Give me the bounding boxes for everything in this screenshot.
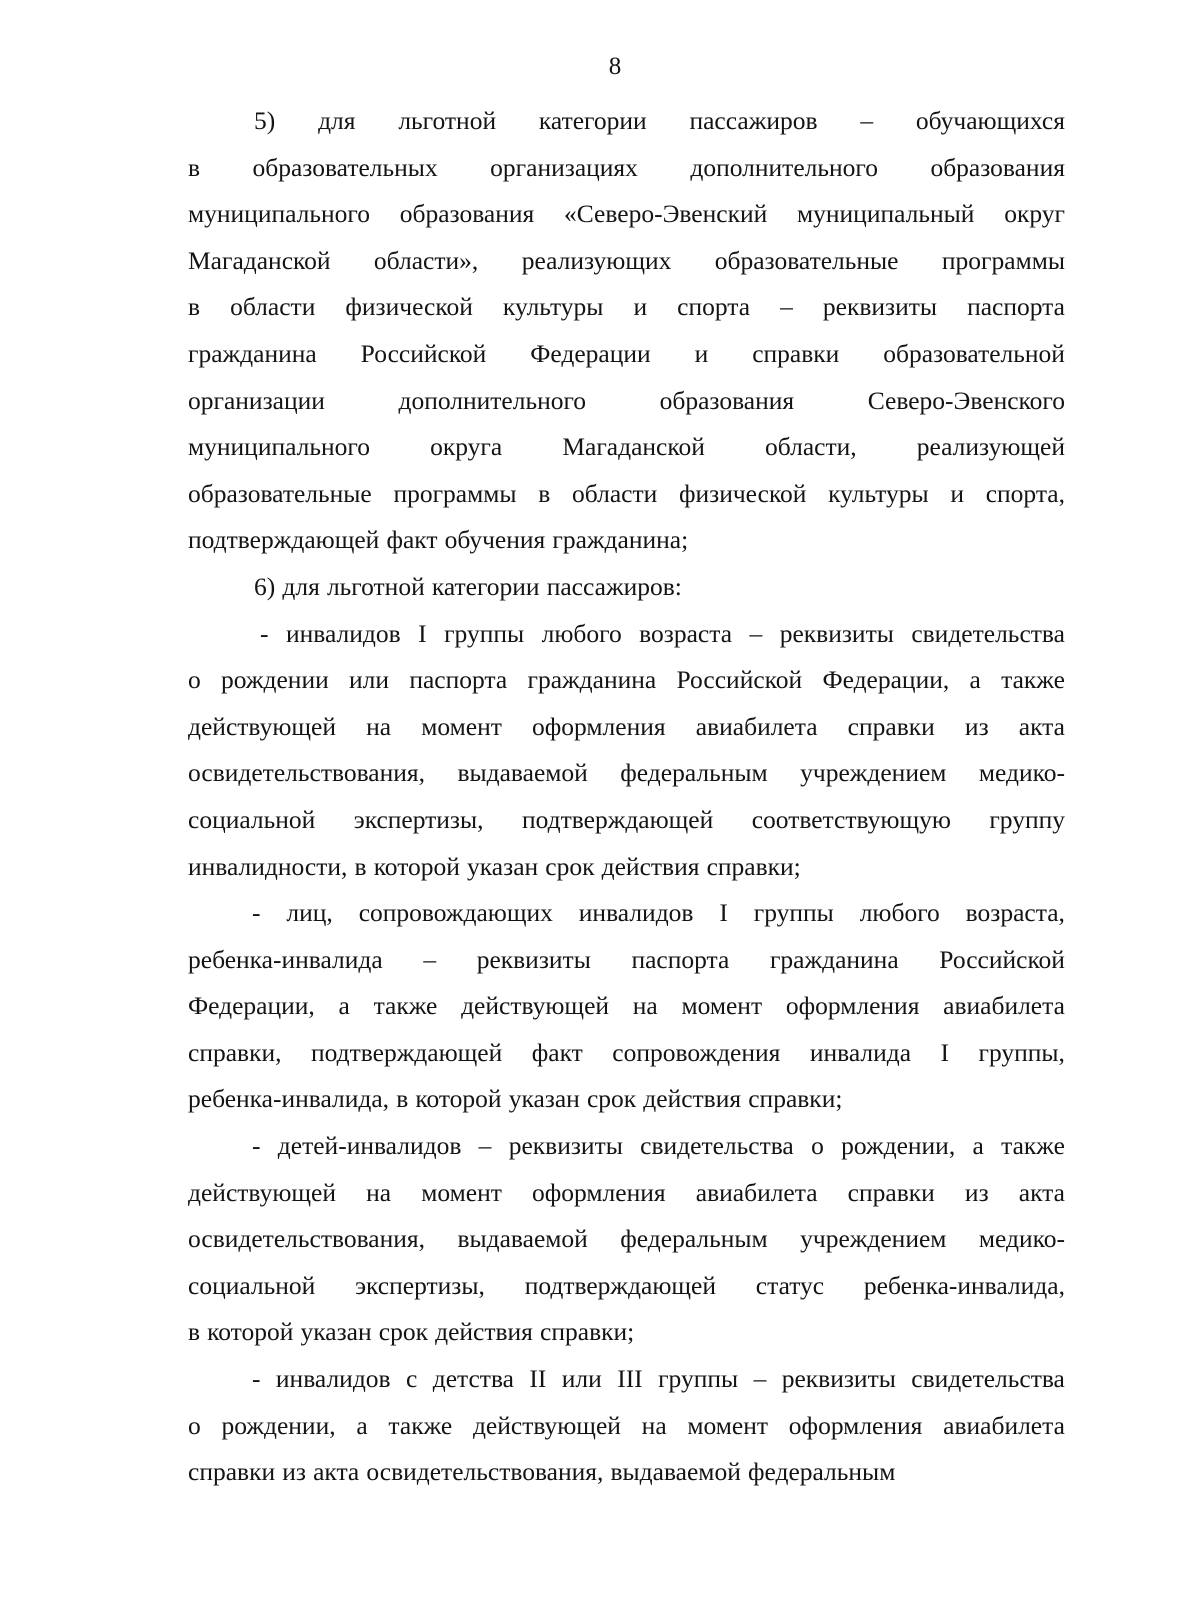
word: - bbox=[260, 618, 269, 648]
word: выдаваемой bbox=[457, 1224, 588, 1254]
word: Федерации, bbox=[188, 991, 315, 1021]
word: льготной bbox=[398, 106, 497, 135]
word: подтверждающей bbox=[521, 804, 714, 834]
paragraph-item-6-a bbox=[188, 611, 1065, 891]
word: любого bbox=[859, 898, 940, 928]
word: момент bbox=[421, 1177, 502, 1207]
text-line bbox=[188, 1449, 1065, 1496]
word: программы bbox=[393, 478, 517, 508]
word: и bbox=[694, 338, 709, 368]
word: подтверждающей bbox=[310, 1037, 503, 1067]
word: I bbox=[940, 1037, 950, 1067]
word: акта bbox=[1018, 1177, 1065, 1207]
word: возраста, bbox=[965, 898, 1065, 928]
word: в bbox=[188, 1317, 201, 1347]
word: свидетельства bbox=[640, 1131, 794, 1161]
word: которой bbox=[373, 851, 460, 881]
word: освидетельствования, bbox=[366, 1457, 604, 1487]
word: Российской bbox=[360, 338, 487, 368]
word: программы bbox=[941, 245, 1065, 275]
word: области, bbox=[765, 432, 857, 462]
word: - bbox=[252, 1364, 261, 1394]
text-line bbox=[188, 331, 1065, 378]
word: реквизиты bbox=[781, 1364, 896, 1394]
word: социальной bbox=[188, 804, 316, 834]
word: экспертизы, bbox=[355, 1270, 485, 1300]
word: на bbox=[632, 991, 658, 1021]
word: культуры bbox=[828, 478, 929, 508]
word: муниципального bbox=[188, 432, 370, 462]
word: области bbox=[572, 478, 658, 508]
word: из bbox=[282, 1457, 306, 1487]
word: которой bbox=[415, 1084, 502, 1114]
text-line bbox=[188, 471, 1065, 518]
word: 5) bbox=[254, 106, 276, 135]
paragraph-item-6 bbox=[188, 564, 1065, 611]
word: реквизиты bbox=[779, 618, 894, 648]
word: III bbox=[617, 1364, 643, 1394]
word: справки; bbox=[706, 851, 801, 881]
text-line bbox=[188, 937, 1065, 984]
paragraph-item-6-d bbox=[188, 1356, 1065, 1496]
word: паспорта bbox=[409, 665, 508, 695]
word: момент bbox=[421, 711, 502, 741]
word: дополнительного bbox=[398, 385, 587, 415]
word: статус bbox=[755, 1270, 825, 1300]
document-body bbox=[188, 98, 1065, 1496]
word: «Северо-Эвенский bbox=[563, 199, 768, 229]
word: ребенка-инвалида bbox=[188, 944, 383, 974]
word: пассажиров: bbox=[546, 571, 682, 601]
word: спорта, bbox=[985, 478, 1065, 508]
word: паспорта bbox=[631, 944, 730, 974]
word: свидетельства bbox=[911, 618, 1065, 648]
word: гражданина bbox=[188, 338, 317, 368]
word: подтверждающей bbox=[524, 1270, 716, 1300]
text-line bbox=[188, 517, 1065, 564]
word: образования bbox=[399, 199, 535, 229]
word: реализующей bbox=[916, 432, 1065, 462]
word: категории bbox=[538, 106, 647, 135]
word: Российской bbox=[676, 665, 803, 695]
word: инвалида bbox=[809, 1037, 912, 1067]
word: любого bbox=[541, 618, 622, 648]
word: физической bbox=[345, 292, 473, 322]
word: оформления bbox=[532, 711, 666, 741]
word: физической bbox=[678, 478, 807, 508]
word: организации bbox=[188, 385, 325, 415]
word: обучающихся bbox=[915, 106, 1065, 135]
word: детства bbox=[432, 1364, 514, 1394]
word: срок bbox=[586, 1084, 637, 1114]
word: срок bbox=[378, 1317, 428, 1347]
text-line bbox=[188, 890, 1065, 937]
word: категории bbox=[431, 571, 540, 601]
word: действия bbox=[435, 1317, 533, 1347]
word: гражданина; bbox=[552, 525, 689, 555]
word: Магаданской bbox=[188, 245, 331, 275]
word: также bbox=[1001, 1131, 1065, 1161]
word: соответствующую bbox=[751, 804, 951, 834]
word: действия bbox=[601, 851, 700, 881]
word: справки bbox=[847, 711, 935, 741]
word: указан bbox=[300, 1317, 372, 1347]
text-line bbox=[188, 1076, 1065, 1123]
word: организациях bbox=[490, 152, 638, 182]
word: возраста bbox=[639, 618, 733, 648]
word: – bbox=[860, 106, 874, 135]
word: акта bbox=[313, 1457, 360, 1487]
word: пассажиров bbox=[689, 106, 818, 135]
word: указан bbox=[508, 1084, 580, 1114]
word: спорта bbox=[677, 292, 751, 322]
word: в bbox=[538, 478, 551, 508]
text-line bbox=[188, 98, 1065, 145]
word: образовательные bbox=[714, 245, 899, 275]
paragraph-item-6-c bbox=[188, 1123, 1065, 1356]
word: также bbox=[388, 1410, 453, 1440]
word: области bbox=[230, 292, 316, 322]
word: паспорта bbox=[967, 292, 1065, 322]
word: срок bbox=[545, 851, 595, 881]
word: действия bbox=[643, 1084, 742, 1114]
word: справки; bbox=[540, 1317, 635, 1347]
word: образования bbox=[930, 152, 1065, 182]
text-line bbox=[188, 657, 1065, 704]
word: Российской bbox=[939, 944, 1065, 974]
word: выдаваемой bbox=[457, 758, 588, 788]
word: образования bbox=[659, 385, 795, 415]
word: действующей bbox=[188, 1177, 336, 1207]
word: из bbox=[964, 711, 989, 741]
word: экспертизы, bbox=[353, 804, 484, 834]
word: образовательные bbox=[188, 478, 372, 508]
text-line bbox=[188, 1403, 1065, 1450]
word: в bbox=[354, 851, 367, 881]
word: гражданина bbox=[769, 944, 899, 974]
word: муниципальный bbox=[797, 199, 975, 229]
text-line bbox=[188, 1309, 1065, 1356]
word: которой bbox=[207, 1317, 294, 1347]
word: группу bbox=[989, 804, 1065, 834]
word: с bbox=[406, 1364, 418, 1394]
word: – bbox=[749, 618, 763, 648]
word: гражданина bbox=[527, 665, 657, 695]
text-line bbox=[188, 191, 1065, 238]
word: рождении, bbox=[841, 1131, 956, 1161]
word: реквизиты bbox=[476, 944, 591, 974]
text-line bbox=[188, 424, 1065, 471]
word: в bbox=[396, 1084, 409, 1114]
word: а bbox=[969, 665, 981, 695]
word: и bbox=[633, 292, 648, 322]
word: федеральным bbox=[747, 1457, 896, 1487]
word: учреждением bbox=[800, 1224, 947, 1254]
text-line bbox=[188, 378, 1065, 425]
word: образовательных bbox=[252, 152, 438, 182]
word: реквизиты bbox=[822, 292, 938, 322]
text-line bbox=[188, 1216, 1065, 1263]
word: а bbox=[972, 1131, 984, 1161]
word: подтверждающей bbox=[188, 525, 380, 555]
word: детей-инвалидов bbox=[277, 1131, 462, 1161]
word: дополнительного bbox=[690, 152, 878, 182]
word: свидетельства bbox=[911, 1364, 1065, 1394]
word: справки bbox=[847, 1177, 935, 1207]
word: – bbox=[478, 1131, 492, 1161]
word: инвалидов bbox=[578, 898, 694, 928]
word: II bbox=[529, 1364, 547, 1394]
text-line bbox=[188, 1170, 1065, 1217]
word: сопровождающих bbox=[358, 898, 553, 928]
word: – bbox=[780, 292, 793, 322]
word: в bbox=[188, 292, 201, 322]
word: – bbox=[423, 944, 437, 974]
paragraph-item-6-b bbox=[188, 890, 1065, 1123]
word: группы bbox=[444, 618, 525, 648]
word: на bbox=[641, 1410, 667, 1440]
word: Федерации, bbox=[822, 665, 950, 695]
word: округ bbox=[1004, 199, 1065, 229]
text-line bbox=[188, 611, 1065, 658]
text-line bbox=[188, 983, 1065, 1030]
word: Федерации bbox=[530, 338, 651, 368]
word: I bbox=[719, 898, 728, 928]
word: для bbox=[282, 571, 320, 601]
word: образовательной bbox=[883, 338, 1065, 368]
word: - bbox=[252, 1131, 261, 1161]
word: – bbox=[753, 1364, 767, 1394]
word: действующей bbox=[472, 1410, 621, 1440]
word: и bbox=[950, 478, 964, 508]
word: реализующих bbox=[521, 245, 672, 275]
text-line bbox=[188, 750, 1065, 797]
word: оформления bbox=[785, 991, 920, 1021]
word: справки bbox=[752, 338, 840, 368]
word: оформления bbox=[788, 1410, 923, 1440]
word: авиабилета bbox=[943, 991, 1065, 1021]
word: - bbox=[252, 898, 261, 928]
word: на bbox=[366, 1177, 392, 1207]
text-line bbox=[188, 704, 1065, 751]
text-line bbox=[188, 844, 1065, 891]
word: группы bbox=[753, 898, 834, 928]
text-line bbox=[188, 284, 1065, 331]
word: округа bbox=[430, 432, 503, 462]
word: факт bbox=[386, 525, 438, 555]
word: или bbox=[349, 665, 390, 695]
word: в bbox=[188, 152, 201, 182]
word: медико- bbox=[978, 1224, 1065, 1254]
word: момент bbox=[687, 1410, 769, 1440]
word: Северо-Эвенского bbox=[867, 385, 1065, 415]
word: также bbox=[373, 991, 438, 1021]
word: также bbox=[1001, 665, 1065, 695]
text-line bbox=[188, 1356, 1065, 1403]
word: лиц, bbox=[286, 898, 333, 928]
word: авиабилета bbox=[695, 1177, 818, 1207]
word: реквизиты bbox=[508, 1131, 623, 1161]
word: федеральным bbox=[620, 758, 768, 788]
word: группы, bbox=[978, 1037, 1065, 1067]
word: федеральным bbox=[620, 1224, 768, 1254]
paragraph-item-5 bbox=[188, 98, 1065, 564]
word: социальной bbox=[188, 1270, 316, 1300]
text-line bbox=[188, 145, 1065, 192]
text-line bbox=[188, 1123, 1065, 1170]
text-line bbox=[188, 797, 1065, 844]
word: авиабилета bbox=[695, 711, 818, 741]
text-line bbox=[188, 564, 1065, 611]
word: справки; bbox=[748, 1084, 843, 1114]
word: освидетельствования, bbox=[188, 758, 425, 788]
word: рождении bbox=[221, 665, 329, 695]
word: для bbox=[318, 106, 356, 135]
word: сопровождения bbox=[612, 1037, 781, 1067]
word: инвалидов bbox=[285, 618, 401, 648]
word: а bbox=[356, 1410, 368, 1440]
word: учреждением bbox=[800, 758, 947, 788]
word: освидетельствования, bbox=[188, 1224, 425, 1254]
word: а bbox=[338, 991, 350, 1021]
word: из bbox=[964, 1177, 989, 1207]
word: культуры bbox=[502, 292, 604, 322]
text-line bbox=[188, 238, 1065, 285]
text-line bbox=[188, 1263, 1065, 1310]
word: группы bbox=[658, 1364, 739, 1394]
word: муниципального bbox=[188, 199, 370, 229]
word: области», bbox=[373, 245, 479, 275]
word: рождении, bbox=[221, 1410, 336, 1440]
word: Магаданской bbox=[562, 432, 705, 462]
word: факт bbox=[531, 1037, 583, 1067]
word: I bbox=[418, 618, 427, 648]
word: о bbox=[811, 1131, 824, 1161]
word: о bbox=[188, 1410, 201, 1440]
word: о bbox=[188, 665, 201, 695]
word: акта bbox=[1018, 711, 1065, 741]
word: льготной bbox=[326, 571, 425, 601]
word: указан bbox=[467, 851, 539, 881]
page-number: 8 bbox=[608, 53, 622, 80]
word: ребенка-инвалида, bbox=[863, 1270, 1065, 1300]
word: ребенка-инвалида, bbox=[188, 1084, 390, 1114]
word: на bbox=[366, 711, 392, 741]
word: обучения bbox=[444, 525, 546, 555]
word: 6) bbox=[254, 571, 276, 601]
word: авиабилета bbox=[943, 1410, 1065, 1440]
word: инвалидности, bbox=[188, 851, 348, 881]
word: действующей bbox=[461, 991, 610, 1021]
word: выдаваемой bbox=[610, 1457, 741, 1487]
word: оформления bbox=[532, 1177, 666, 1207]
text-line bbox=[188, 1030, 1065, 1077]
word: справки, bbox=[188, 1037, 282, 1067]
word: момент bbox=[681, 991, 763, 1021]
word: справки bbox=[188, 1457, 276, 1487]
word: действующей bbox=[188, 711, 336, 741]
word: медико- bbox=[978, 758, 1065, 788]
word: инвалидов bbox=[275, 1364, 391, 1394]
word: или bbox=[561, 1364, 602, 1394]
